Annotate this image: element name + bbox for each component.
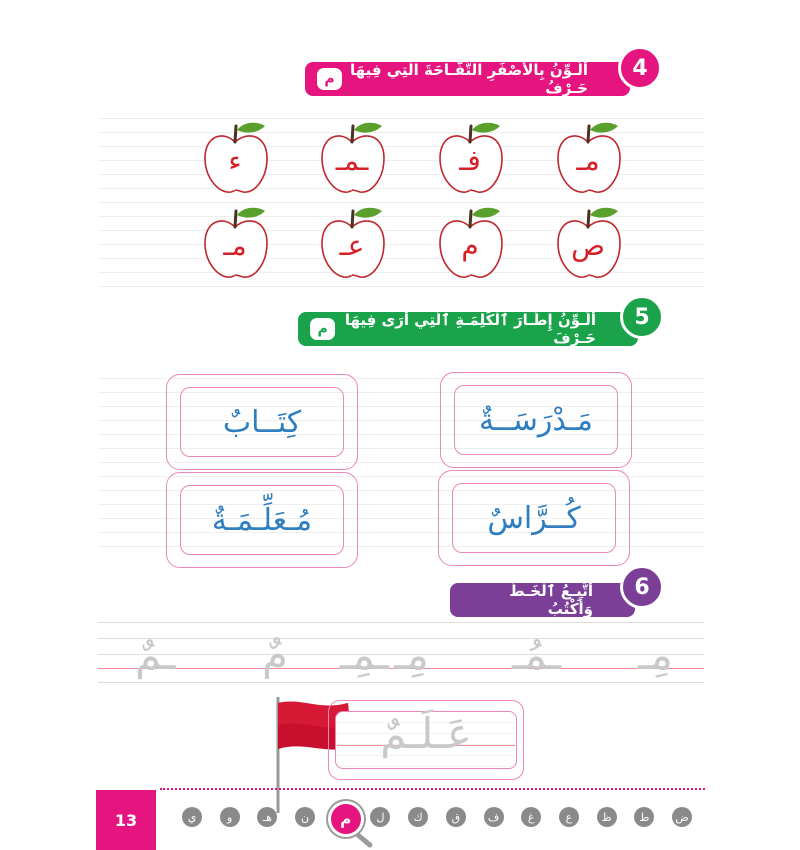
section-5-number-badge: 5 [620, 295, 664, 339]
apple-letter: عـ [339, 229, 365, 262]
word-text-4: مُـعَلِّـمَـةٌ [180, 485, 344, 555]
apple-letter: فـ [459, 144, 481, 177]
apple-2[interactable] [438, 120, 510, 198]
apple-letter: ص [571, 229, 605, 262]
alphabet-letter: ع [559, 807, 579, 827]
word-text-3: كُــرَّاسٌ [452, 483, 616, 553]
alphabet-letter: ق [446, 807, 466, 827]
section-4-instruction: أُلَـوِّنُ بِالأَصْفَرِ التُّفَّـاحَةَ الَّتِي فِيهَا حَـرْفُ [350, 61, 588, 97]
section-4-number-badge: 4 [618, 46, 662, 90]
alphabet-letter: ظ [597, 807, 617, 827]
trace-letter-3: مِـ [394, 630, 429, 679]
alphabet-letter: ك [408, 807, 428, 827]
word-text-2: كِتَــابٌ [180, 387, 344, 457]
apple-letter: ـمـ [335, 144, 369, 177]
word-box-1[interactable] [440, 372, 632, 468]
section-5-banner [298, 312, 638, 346]
trace-letter-1: مِـ [638, 630, 673, 679]
apple-letter: مـ [223, 229, 247, 262]
apple-3[interactable] [320, 120, 392, 198]
alphabet-letter: و [220, 807, 240, 827]
section-6-number-badge: 6 [620, 565, 664, 609]
alphabet-letter: ل [370, 807, 390, 827]
apple-6[interactable] [438, 205, 510, 283]
apple-8[interactable] [203, 205, 275, 283]
trace-word-box [328, 700, 524, 780]
trace-word: عَـلَـمٌ [380, 709, 472, 758]
alphabet-letter-highlighted: م [328, 801, 364, 837]
apple-letter: ء [228, 144, 242, 177]
page-number: 13 [114, 810, 138, 830]
footer-dotted-line [160, 788, 705, 790]
alphabet-letter: غ [521, 807, 541, 827]
alphabet-letter: ن [295, 807, 315, 827]
trace-letter-5: مٌ [262, 630, 289, 679]
alphabet-letter: ف [484, 807, 504, 827]
apple-5[interactable] [556, 205, 628, 283]
apple-letter: مـ [576, 144, 600, 177]
word-box-2[interactable] [166, 374, 358, 470]
section-6-banner [450, 583, 635, 617]
word-box-4[interactable] [166, 472, 358, 568]
word-box-3[interactable] [438, 470, 630, 566]
apple-1[interactable] [556, 120, 628, 198]
section-5-letter-chip: م [310, 318, 335, 340]
trace-letter-2: ـمُـ [512, 630, 561, 679]
apple-letter: م [461, 229, 479, 262]
apple-7[interactable] [320, 205, 392, 283]
section-4-letter-chip: م [317, 68, 342, 90]
section-5-instruction: أُلَـوِّنُ إِطَـارَ ٱلْكَلِمَـةِ ٱلَّتِي أَرَى فِيهَا حَـرْفَ [344, 311, 596, 347]
word-text-1: مَـدْرَسَــةٌ [454, 385, 618, 455]
section-6-instruction: أَتَّبِـعُ ٱلْخَـطَّ وَأَكْتُبُ [509, 582, 593, 618]
alphabet-letter: هـ [257, 807, 277, 827]
trace-letter-4: ـمِـ [340, 630, 389, 679]
section-4-banner [305, 62, 630, 96]
alphabet-letter: ط [634, 807, 654, 827]
alphabet-letter: ي [182, 807, 202, 827]
alphabet-letter: ض [672, 807, 692, 827]
apple-4[interactable] [203, 120, 275, 198]
page-number-badge [96, 790, 156, 850]
trace-letter-6: ـمٌ [135, 630, 176, 679]
